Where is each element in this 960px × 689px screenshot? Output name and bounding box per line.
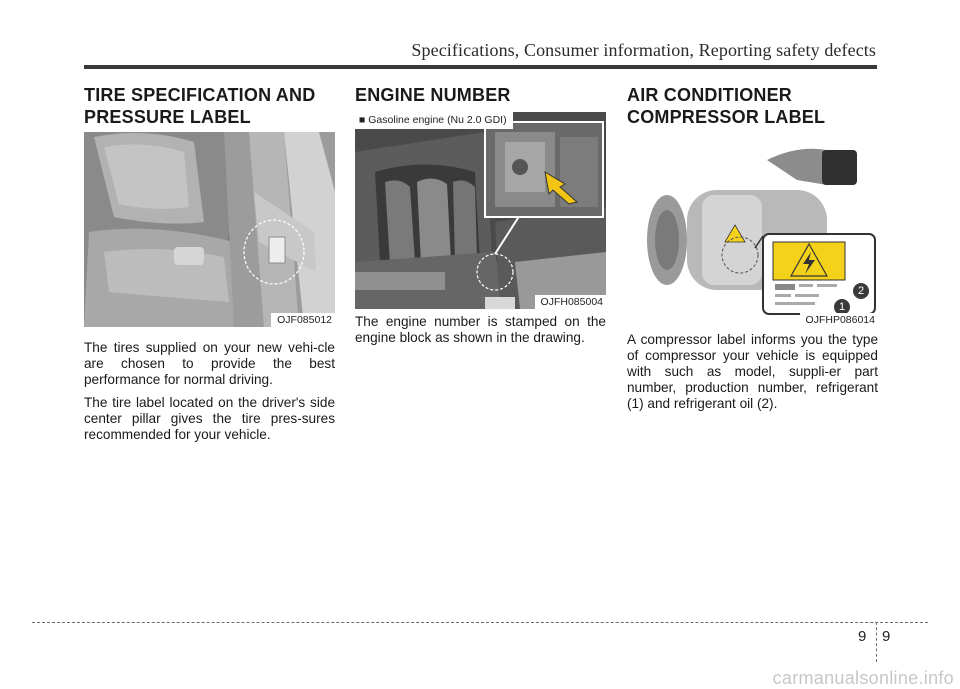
body-engine bbox=[355, 314, 606, 353]
footer-divider bbox=[876, 622, 877, 662]
seat-pillar-illustration bbox=[84, 132, 335, 327]
watermark: carmanualsonline.info bbox=[772, 668, 954, 688]
body-compressor bbox=[627, 332, 878, 419]
section-title-tire: TIRE SPECIFICATION AND PRESSURE LABEL bbox=[84, 85, 316, 127]
section-number: 9 bbox=[858, 628, 867, 645]
engine-illustration bbox=[355, 112, 606, 309]
header-rule bbox=[84, 65, 877, 69]
figure-tire-label bbox=[84, 132, 335, 327]
paragraph-compressor-1: A compressor label informs you the type of compressor your vehicle is equipped with such as model, suppli-er part number, production number, refrigerant (1) and refrigerant oil (2). bbox=[627, 332, 878, 411]
footer-rule bbox=[32, 622, 928, 623]
page-number: 9 bbox=[882, 628, 891, 645]
compressor-illustration bbox=[627, 130, 878, 327]
figure-code-engine: OJFH085004 bbox=[535, 295, 606, 309]
paragraph-engine-1: The engine number is stamped on the engine block as shown in the drawing. bbox=[355, 314, 606, 345]
section-tire-label bbox=[84, 84, 335, 128]
figure-code-tire: OJF085012 bbox=[271, 313, 335, 327]
figure-code-compressor: OJFHP086014 bbox=[800, 313, 878, 327]
figure-compressor-label bbox=[627, 130, 878, 327]
paragraph-tire-1: The tires supplied on your new vehi-cle are chosen to provide the best performance for normal driving. bbox=[84, 340, 335, 387]
section-title-engine: ENGINE NUMBER bbox=[355, 85, 511, 105]
section-engine-number bbox=[355, 84, 606, 106]
section-ac-compressor bbox=[627, 84, 878, 128]
figure-caption-engine: ■ Gasoline engine (Nu 2.0 GDI) bbox=[355, 112, 513, 129]
callout-1: 1 bbox=[834, 299, 850, 315]
body-tire bbox=[84, 340, 335, 450]
callout-2: 2 bbox=[853, 283, 869, 299]
paragraph-tire-2: The tire label located on the driver's side center pillar gives the tire pres-sures recommended for your vehicle. bbox=[84, 395, 335, 442]
figure-engine-number bbox=[355, 112, 606, 309]
section-title-compressor: AIR CONDITIONER COMPRESSOR LABEL bbox=[627, 85, 826, 127]
running-header: Specifications, Consumer information, Reporting safety defects bbox=[411, 40, 876, 60]
